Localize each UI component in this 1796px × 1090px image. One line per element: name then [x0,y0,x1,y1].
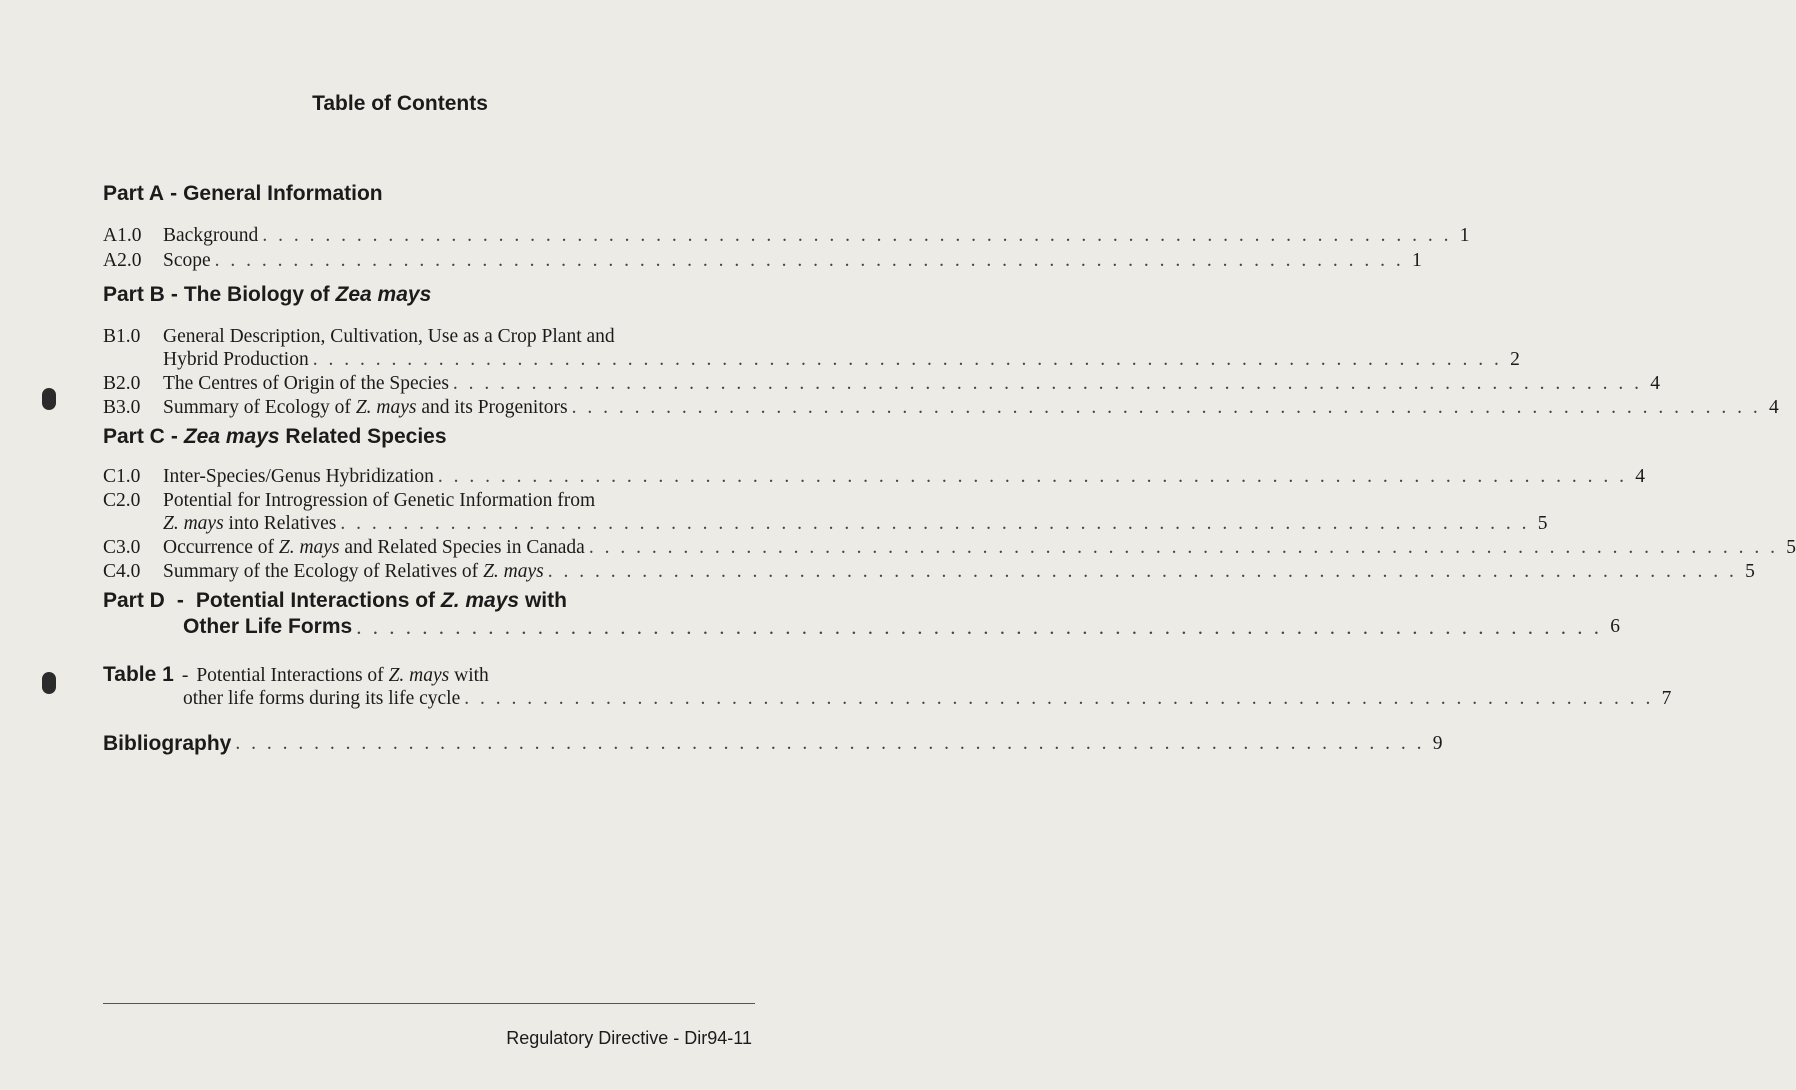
toc-entry: C3.0 Occurrence of Z. mays and Related Species in Canada . . . . . . . . . . . . . . . . . . . . . . . . . . . . . . . . . . . . . . . . . . . . . . . . . . . . . . . . . . . . . . . . . . . . . . . . . . . . 5 [103,537,1796,558]
part-d-heading: Part D - Potential Interactions of Z. mays with [103,589,567,612]
toc-entry: C4.0 Summary of the Ecology of Relatives of Z. mays . . . . . . . . . . . . . . . . . . . . . . . . . . . . . . . . . . . . . . . . . . . . . . . . . . . . . . . . . . . . . . . . . . . . . . . . . . . . 5 [103,561,1755,582]
toc-entry-continuation: Hybrid Production . . . . . . . . . . . . . . . . . . . . . . . . . . . . . . . . . . . . . . . . . . . . . . . . . . . . . . . . . . . . . . . . . . . . . . . . . . . . 2 [163,349,1520,370]
part-c-heading: Part C - Zea mays Related Species [103,425,447,448]
toc-entry: C1.0 Inter-Species/Genus Hybridization . . . . . . . . . . . . . . . . . . . . . . . . . . . . . . . . . . . . . . . . . . . . . . . . . . . . . . . . . . . . . . . . . . . . . . . . . . . . 4 [103,466,1646,487]
part-a-heading: Part A - General Information [103,182,383,205]
part-b-heading: Part B - The Biology of Zea mays [103,283,432,306]
toc-entry: A2.0 Scope . . . . . . . . . . . . . . . . . . . . . . . . . . . . . . . . . . . . . . . . . . . . . . . . . . . . . . . . . . . . . . . . . . . . . . . . . . . . 1 [103,250,1422,271]
table-1-entry: Table 1 - Potential Interactions of Z. mays with [103,663,489,686]
toc-entry: B1.0 General Description, Cultivation, Use as a Crop Plant and [103,326,615,347]
table-1-continuation: other life forms during its life cycle . . . . . . . . . . . . . . . . . . . . . . . . . . . . . . . . . . . . . . . . . . . . . . . . . . . . . . . . . . . . . . . . . . . . . . . . . . . . 7 [183,688,1672,709]
binder-hole [42,672,56,694]
bibliography-entry: Bibliography . . . . . . . . . . . . . . . . . . . . . . . . . . . . . . . . . . . . . . . . . . . . . . . . . . . . . . . . . . . . . . . . . . . . . . . . . . . . 9 [103,732,1443,755]
part-title: General Information [183,182,383,205]
toc-entry-continuation: Z. mays into Relatives . . . . . . . . . . . . . . . . . . . . . . . . . . . . . . . . . . . . . . . . . . . . . . . . . . . . . . . . . . . . . . . . . . . . . . . . . . . . 5 [163,513,1548,534]
footer-text: Regulatory Directive - Dir94-11 [506,1028,752,1048]
toc-entry: A1.0 Background . . . . . . . . . . . . . . . . . . . . . . . . . . . . . . . . . . . . . . . . . . . . . . . . . . . . . . . . . . . . . . . . . . . . . . . . . . . . 1 [103,225,1470,246]
toc-entry: B3.0 Summary of Ecology of Z. mays and its Progenitors . . . . . . . . . . . . . . . . . . . . . . . . . . . . . . . . . . . . . . . . . . . . . . . . . . . . . . . . . . . . . . . . . . . . . . . . . . . . 4 [103,397,1779,418]
part-label: Part A [103,182,165,205]
toc-entry: B2.0 The Centres of Origin of the Species . . . . . . . . . . . . . . . . . . . . . . . . . . . . . . . . . . . . . . . . . . . . . . . . . . . . . . . . . . . . . . . . . . . . . . . . . . . . 4 [103,373,1661,394]
page-title: Table of Contents [312,92,488,115]
binder-hole [42,388,56,410]
toc-entry: C2.0 Potential for Introgression of Genetic Information from [103,490,596,511]
footer-rule [103,1003,755,1004]
part-d-continuation: Other Life Forms . . . . . . . . . . . . . . . . . . . . . . . . . . . . . . . . . . . . . . . . . . . . . . . . . . . . . . . . . . . . . . . . . . . . . . . . . . . . 6 [183,615,1620,639]
